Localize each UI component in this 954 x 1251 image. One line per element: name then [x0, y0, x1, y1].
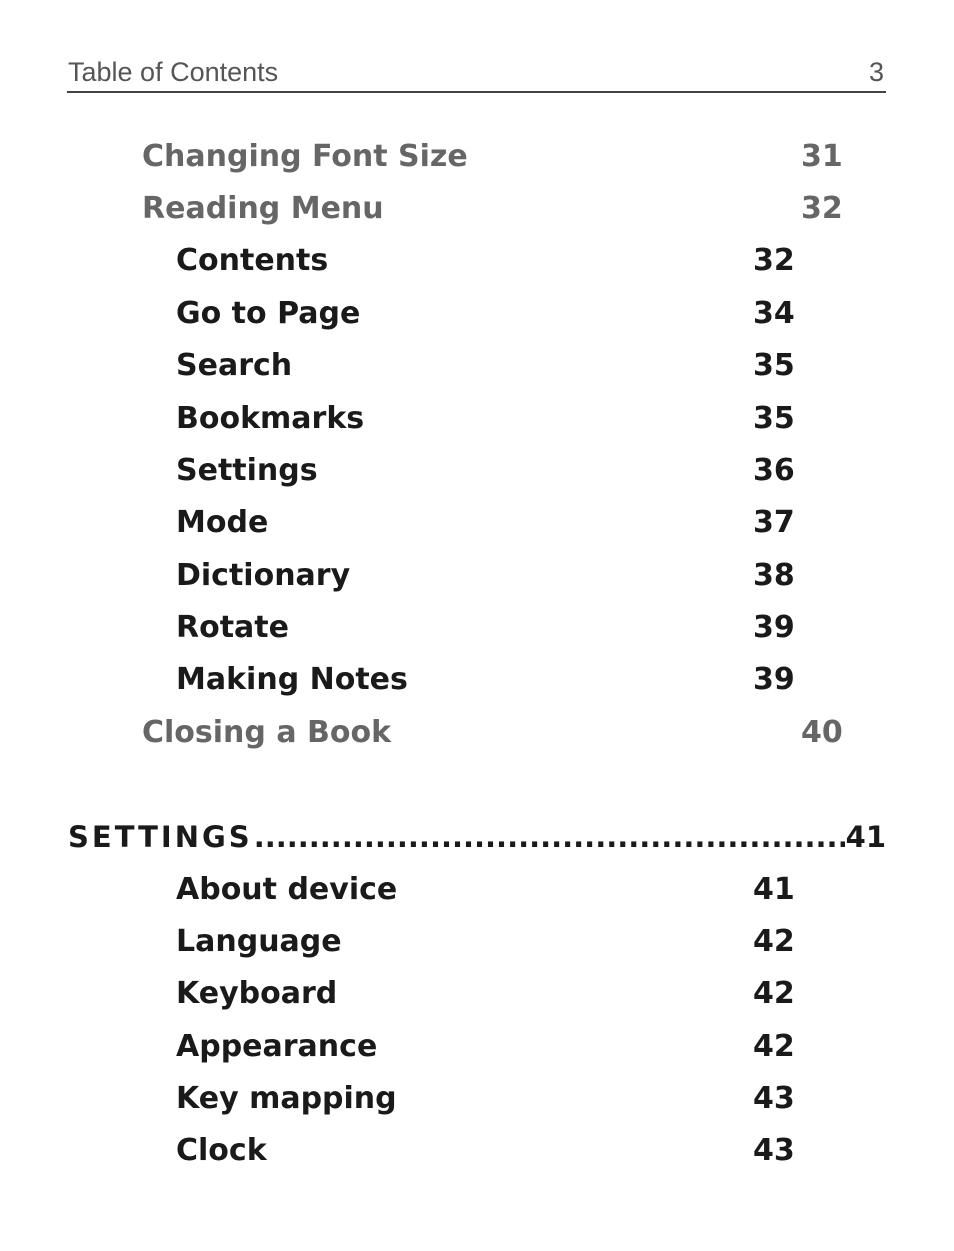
toc-entry-label: Language	[176, 924, 342, 959]
toc-entry-label: Contents	[176, 243, 329, 278]
toc-entry-label: Making Notes	[176, 662, 408, 697]
header-page-number: 3	[868, 57, 884, 87]
toc-entry-label: Changing Font Size	[142, 139, 468, 174]
header-title: Table of Contents	[68, 57, 279, 87]
toc-section-settings[interactable]	[68, 820, 886, 856]
toc-entry-label: Bookmarks	[176, 401, 365, 436]
toc-entry-label: Clock	[176, 1133, 267, 1168]
toc-entry-label: Settings	[176, 453, 318, 488]
dot-leader	[254, 820, 845, 854]
toc-entry-page: 32	[753, 243, 795, 278]
toc-entry-label: Rotate	[176, 610, 289, 645]
toc-entry-label: Dictionary	[176, 558, 351, 593]
toc-entry-label: Go to Page	[176, 296, 361, 331]
toc-entry-page: 35	[753, 401, 795, 436]
toc-entry-page: 39	[753, 610, 795, 645]
toc-entry-page: 40	[801, 715, 843, 750]
toc-entry-page: 35	[753, 348, 795, 383]
toc-entry-label: Keyboard	[176, 976, 338, 1011]
toc-entry-page: 39	[753, 662, 795, 697]
toc-entry-page: 38	[753, 558, 795, 593]
toc-section-label: SETTINGS	[68, 820, 253, 854]
toc-entry-page: 31	[801, 139, 843, 174]
toc-entry-page: 42	[753, 1029, 795, 1064]
toc-entry-page: 41	[753, 872, 795, 907]
page-header	[67, 55, 886, 93]
toc-entry-label: Mode	[176, 505, 269, 540]
toc-entry-page: 42	[753, 976, 795, 1011]
toc-entry-label: Reading Menu	[142, 191, 384, 226]
toc-section-page: 41	[845, 820, 886, 854]
toc-entry-label: Closing a Book	[142, 715, 392, 750]
toc-entry-label: About device	[176, 872, 398, 907]
toc-entry-page: 36	[753, 453, 795, 488]
toc-entry-page: 34	[753, 296, 795, 331]
toc-entry-page: 42	[753, 924, 795, 959]
toc-entry-page: 43	[753, 1133, 795, 1168]
toc-entry-label: Appearance	[176, 1029, 378, 1064]
toc-entry-page: 32	[801, 191, 843, 226]
toc-entry-page: 37	[753, 505, 795, 540]
toc-entry-label: Key mapping	[176, 1081, 397, 1116]
toc-entry-page: 43	[753, 1081, 795, 1116]
toc-entry-label: Search	[176, 348, 293, 383]
